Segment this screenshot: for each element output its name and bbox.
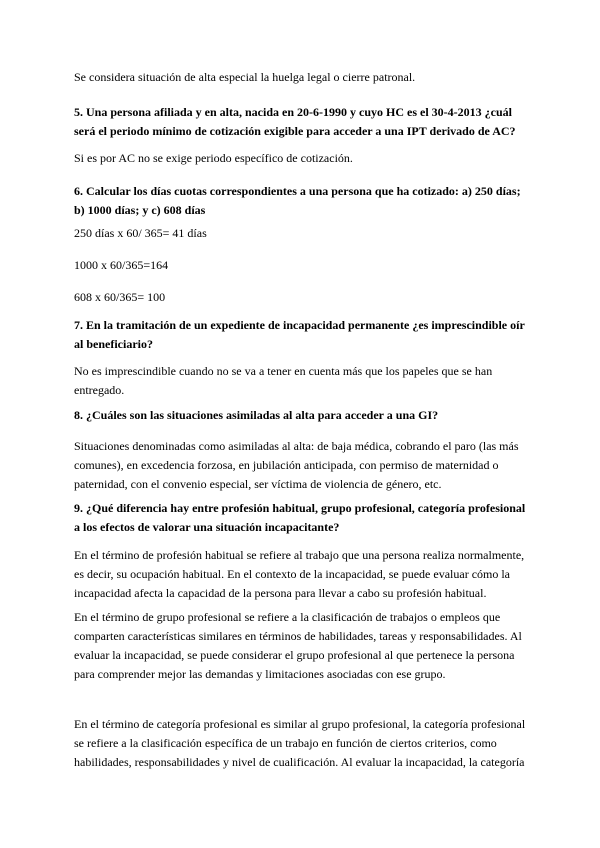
question-9: 9. ¿Qué diferencia hay entre profesión habitual, grupo profesional, categoría profesional a los efectos de valorar una situación incapacitante? (74, 501, 526, 534)
answer-5: Si es por AC no se exige periodo específico de cotización. (74, 151, 353, 165)
answer-9-paragraph-2: En el término de grupo profesional se refiere a la clasificación de trabajos o empleos que comparten características similares en términos de habilidades, tareas y responsabilidades. Al evaluar la incapacidad, se puede considerar el grupo profesional al que pertenece la persona para comprender mejor las demandas y limitaciones asociadas con ese grupo. (74, 610, 522, 681)
answer-9-paragraph-3: En el término de categoría profesional es similar al grupo profesional, la categoría profesional se refiere a la clasificación específica de un trabajo en función de ciertos criterios, como habilidades, responsabilidades y nivel de cualificación. Al evaluar la incapacidad, la categoría (74, 717, 526, 769)
answer-6-line-2: 1000 x 60/365=164 (74, 258, 169, 272)
question-5: 5. Una persona afiliada y en alta, nacida en 20-6-1990 y cuyo HC es el 30-4-2013 ¿cuál será el periodo mínimo de cotización exigible para acceder a una IPT derivado de AC? (74, 105, 516, 138)
answer-9-paragraph-1: En el término de profesión habitual se refiere al trabajo que una persona realiza normalmente, es decir, su ocupación habitual. En el contexto de la incapacidad, se puede evaluar cómo la incapacidad afecta la capacidad de la persona para llevar a cabo su profesión habitual. (74, 548, 525, 600)
intro-paragraph: Se considera situación de alta especial la huelga legal o cierre patronal. (74, 70, 416, 84)
answer-6-line-1: 250 días x 60/ 365= 41 días (74, 226, 207, 240)
answer-6-line-3: 608 x 60/365= 100 (74, 290, 166, 304)
question-7: 7. En la tramitación de un expediente de incapacidad permanente ¿es imprescindible oír al beneficiario? (74, 318, 525, 351)
answer-7: No es imprescindible cuando no se va a tener en cuenta más que los papeles que se han entregado. (74, 364, 493, 397)
answer-8: Situaciones denominadas como asimiladas al alta: de baja médica, cobrando el paro (las más comunes), en excedencia forzosa, en jubilación anticipada, con permiso de maternidad o paternidad, con el convenio especial, ser víctima de violencia de género, etc. (74, 439, 519, 491)
question-6: 6. Calcular los días cuotas correspondientes a una persona que ha cotizado: a) 250 días; b) 1000 días; y c) 608 días (74, 184, 521, 217)
question-8: 8. ¿Cuáles son las situaciones asimiladas al alta para acceder a una GI? (74, 408, 439, 422)
